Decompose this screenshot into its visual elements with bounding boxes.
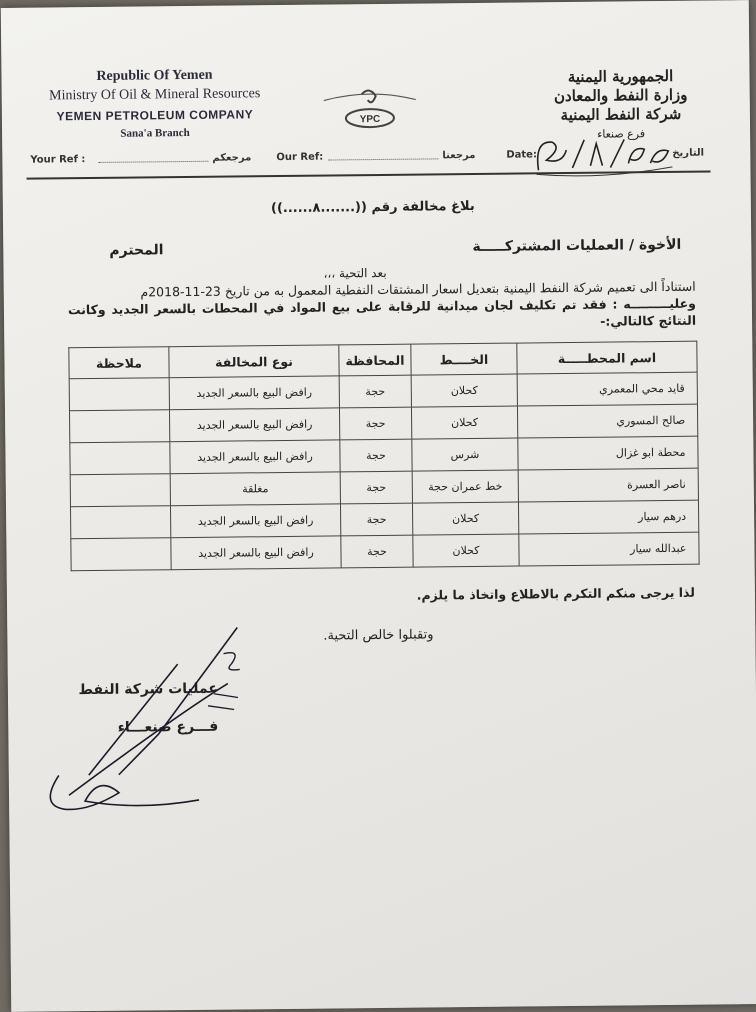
your-ref-label: Your Ref : [30, 154, 86, 166]
notes-cell [70, 442, 170, 475]
body-paragraph [68, 278, 696, 336]
violation-cell: رافض البيع بالسعر الجديد [169, 408, 339, 442]
col-violation-type: نوع المخالفة [169, 345, 339, 378]
company-label: YEMEN PETROLEUM COMPANY [56, 107, 254, 124]
col-notes: ملاحظة [69, 347, 169, 379]
line-cell: كحلان [411, 374, 517, 407]
station-cell: صالح المسوري [517, 404, 697, 438]
branch-label: Sana'a Branch [120, 126, 190, 140]
violation-cell: رافض البيع بالسعر الجديد [170, 440, 340, 474]
station-cell: محطة ابو غزال [518, 436, 698, 470]
english-letterhead [29, 67, 280, 141]
line-cell: شرس [412, 438, 518, 471]
violation-cell: مغلقة [170, 472, 340, 506]
ar-company-label: شركة النفط اليمنية [560, 104, 682, 125]
respect-label: المحترم [109, 242, 164, 259]
republic-label: Republic Of Yemen [96, 67, 213, 84]
body-line-1: استناداً الى تعميم شركة النفط اليمنية بتعديل اسعار المشتقات النفطية المعمول به من تاريخ 23-11-2018م [140, 278, 696, 300]
line-cell: كحلان [412, 502, 518, 535]
our-ref-label: Our Ref: [276, 151, 324, 164]
document-page [1, 0, 756, 1012]
ar-ministry-label: وزارة النفط والمعادن [553, 85, 688, 106]
violations-table [68, 341, 699, 572]
handwritten-signature [27, 623, 269, 826]
your-ref-ar-label: مرجعكم [212, 152, 252, 164]
logo-text: YPC [359, 113, 381, 126]
table-row [71, 532, 699, 571]
governorate-cell: حجة [341, 535, 413, 568]
ypc-logo-icon [318, 86, 423, 137]
body-line-2: وعليـــــــــه : فقد تم تكليف لجان ميدانية للرقابة على بيع المواد في المحطات بالسعر الجديد وكانت النتائج كالتالي:- [67, 295, 697, 329]
ministry-label: Ministry Of Oil & Mineral Resources [49, 86, 261, 104]
station-cell: ناصر العسرة [518, 468, 698, 502]
ar-republic-label: الجمهورية اليمنية [567, 66, 674, 87]
col-line: الخــــط [411, 343, 517, 375]
closing-request: لذا يرجى منكم التكرم بالاطلاع واتخاذ ما يلزم. [416, 584, 695, 603]
governorate-cell: حجة [340, 439, 412, 472]
station-cell: عبدالله سيار [519, 532, 699, 566]
line-cell: خط عمران حجة [412, 470, 518, 503]
line-cell: كحلان [411, 406, 517, 439]
violation-cell: رافض البيع بالسعر الجديد [171, 536, 341, 570]
notes-cell [70, 506, 170, 539]
violation-cell: رافض البيع بالسعر الجديد [170, 504, 340, 538]
governorate-cell: حجة [339, 375, 411, 408]
our-ref-ar-label: مرجعنا [442, 149, 476, 162]
col-governorate: المحافظة [339, 344, 411, 376]
notes-cell [69, 378, 169, 411]
col-station: اسم المحطـــــة [517, 341, 697, 374]
violation-cell: رافض البيع بالسعر الجديد [169, 376, 339, 410]
violation-report-title: بلاغ مخالفة رقم ((.......٨......)) [270, 198, 475, 217]
notes-cell [69, 410, 169, 443]
governorate-cell: حجة [340, 503, 412, 536]
station-cell: قايد محي المعمري [517, 372, 697, 406]
ar-branch-label: فرع صنعاء [597, 127, 646, 141]
date-value: 2018/11/26 [532, 130, 538, 132]
date-label: Date: [506, 149, 538, 161]
signature-line-2: فـــرع صنعـــاء [117, 718, 219, 736]
notes-cell [70, 474, 170, 507]
station-cell: درهم سيار [518, 500, 698, 534]
governorate-cell: حجة [340, 471, 412, 504]
governorate-cell: حجة [339, 407, 411, 440]
addressee: الأخوة / العمليات المشتركـــــة [472, 236, 682, 256]
greeting: بعد التحية ،،، [323, 265, 387, 281]
closing-thanks: وتقبلوا خالص التحية. [323, 627, 434, 644]
date-ar-label: التاريخ [672, 147, 705, 159]
signature-line-1: عمليات شركة النفط [78, 680, 218, 699]
line-cell: كحلان [413, 534, 519, 567]
notes-cell [71, 538, 171, 571]
